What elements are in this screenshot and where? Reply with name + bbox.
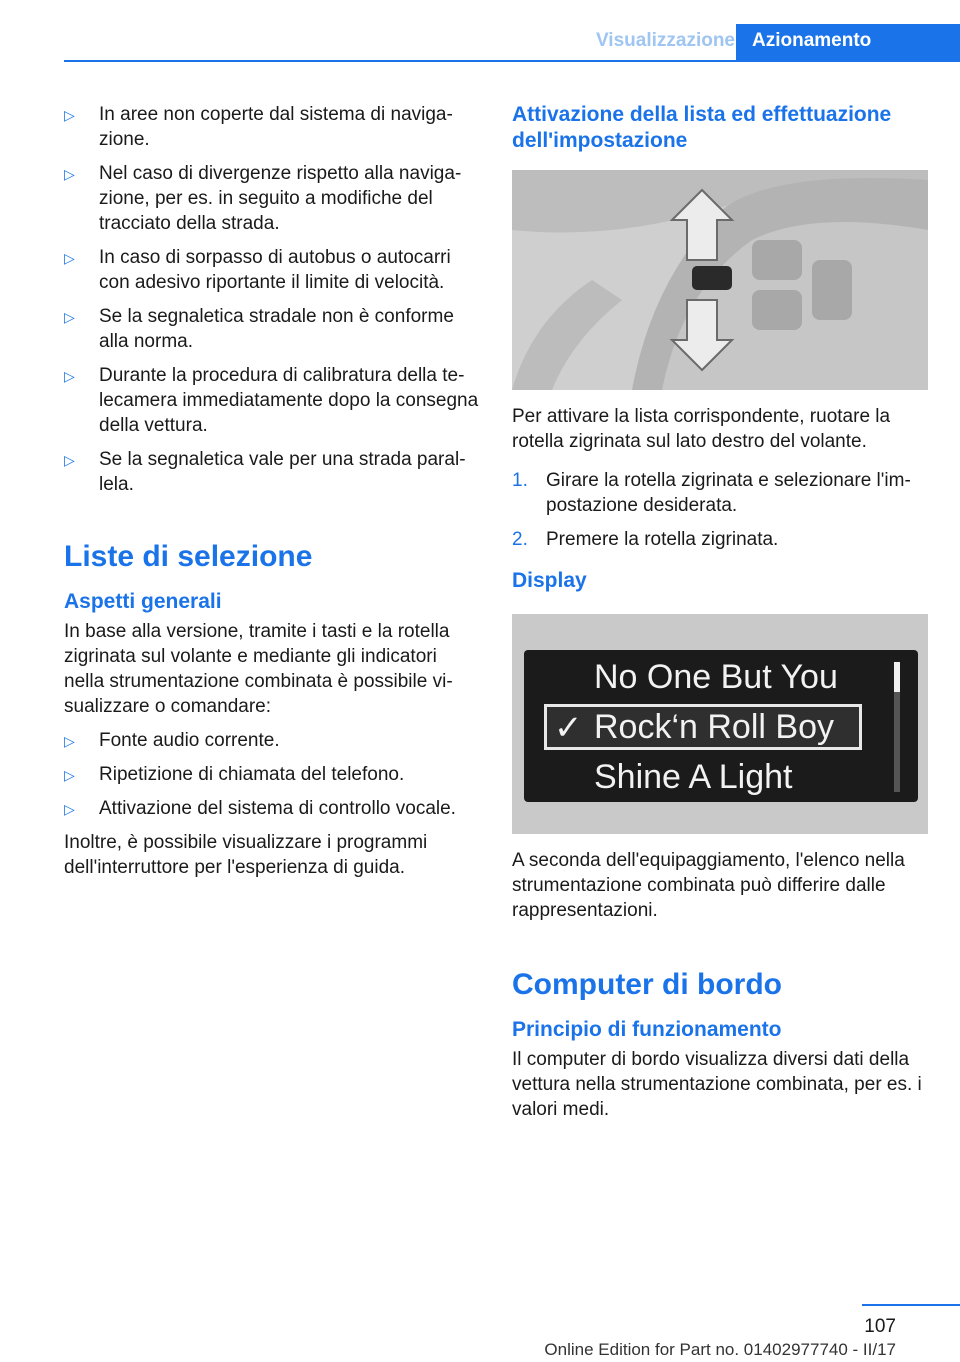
list-item: ▷ Nel caso di divergenze rispetto alla navigazione, per es. in seguito a modifiche del tracciato della strada. — [64, 163, 462, 234]
display-image — [512, 614, 928, 834]
subsection-title-attivazione: Attivazione della lista ed effettuazione dell'impostazione — [512, 103, 892, 152]
list-item: ▷ Se la segnaletica vale per una strada parallela. — [64, 449, 466, 495]
list-item: 1. Girare la rotella zigrinata e selezionare l'impostazione desiderata. — [512, 470, 911, 516]
tab-visualizzazione[interactable]: Visualizzazione — [595, 30, 735, 51]
list-item: ▷ Durante la procedura di calibratura della telecamera immediatamente dopo la consegna della vettura. — [64, 365, 479, 436]
intro-paragraph: In base alla versione, tramite i tasti e la rotella zigrinata sul volante e mediante gli indicatori nella strumentazione combinata è possibile visualizzare o comandare: — [64, 621, 453, 717]
triangle-right-icon: ▷ — [64, 250, 75, 266]
triangle-right-icon: ▷ — [64, 452, 75, 468]
list-item: ▷ Ripetizione di chiamata del telefono. — [64, 762, 479, 787]
triangle-right-icon: ▷ — [64, 767, 75, 783]
list-item: ▷ Fonte audio corrente. — [64, 728, 479, 753]
section-title-liste: Liste di selezione — [64, 540, 313, 573]
display-paragraph: A seconda dell'equipaggiamento, l'elenco nella strumentazione combinata può differire dalle rappresentazioni. — [512, 850, 905, 921]
triangle-right-icon: ▷ — [64, 733, 75, 749]
list-item: ▷ In caso di sorpasso di autobus o autocarri con adesivo riportante il limite di velocità. — [64, 247, 451, 293]
triangle-right-icon: ▷ — [64, 801, 75, 817]
page-number: 107 — [864, 1316, 896, 1337]
subsection-title-display: Display — [512, 569, 587, 592]
list-item: ▷ Attivazione del sistema di controllo vocale. — [64, 796, 479, 821]
triangle-right-icon: ▷ — [64, 309, 75, 325]
display-item-selected: Rock‘n Roll Boy — [594, 708, 834, 746]
list-item: 2. Premere la rotella zigrinata. — [512, 529, 779, 550]
header-rule — [64, 60, 960, 62]
activation-paragraph: Per attivare la lista corrispondente, ruotare la rotella zigrinata sul lato destro del volante. — [512, 406, 891, 452]
check-icon: ✓ — [554, 709, 583, 747]
bullet-list-bottom — [64, 728, 479, 821]
display-item: Shine A Light — [594, 758, 793, 796]
principle-paragraph: Il computer di bordo visualizza diversi dati della vettura nella strumentazione combinata, per es. i valori medi. — [512, 1049, 922, 1120]
list-item: ▷ Se la segnaletica stradale non è conforme alla norma. — [64, 306, 454, 352]
subsection-title-aspetti: Aspetti generali — [64, 590, 222, 613]
header-bar — [64, 24, 960, 62]
right-column — [512, 102, 928, 1131]
subsection-title-principio: Principio di funzionamento — [512, 1018, 782, 1041]
section-title-computer: Computer di bordo — [512, 968, 782, 1001]
bullet-list-top — [64, 102, 479, 497]
footer-rule — [862, 1304, 960, 1306]
triangle-right-icon: ▷ — [64, 368, 75, 384]
display-scroll-thumb — [894, 662, 900, 692]
list-item: ▷ In aree non coperte dal sistema di navigazione. — [64, 104, 453, 150]
steering-wheel-illustration — [512, 170, 928, 390]
tab-azionamento[interactable]: Azionamento — [736, 24, 960, 62]
display-screen — [524, 650, 918, 802]
left-column — [64, 102, 479, 889]
display-item: No One But You — [594, 658, 838, 696]
steps-list — [512, 468, 928, 552]
edition-note: Online Edition for Part no. 01402977740 - II/17 — [544, 1340, 896, 1359]
steering-wheel-image — [512, 170, 928, 390]
triangle-right-icon: ▷ — [64, 166, 75, 182]
outro-paragraph: Inoltre, è possibile visualizzare i programmi dell'interruttore per l'esperienza di guida. — [64, 832, 428, 878]
triangle-right-icon: ▷ — [64, 107, 75, 123]
